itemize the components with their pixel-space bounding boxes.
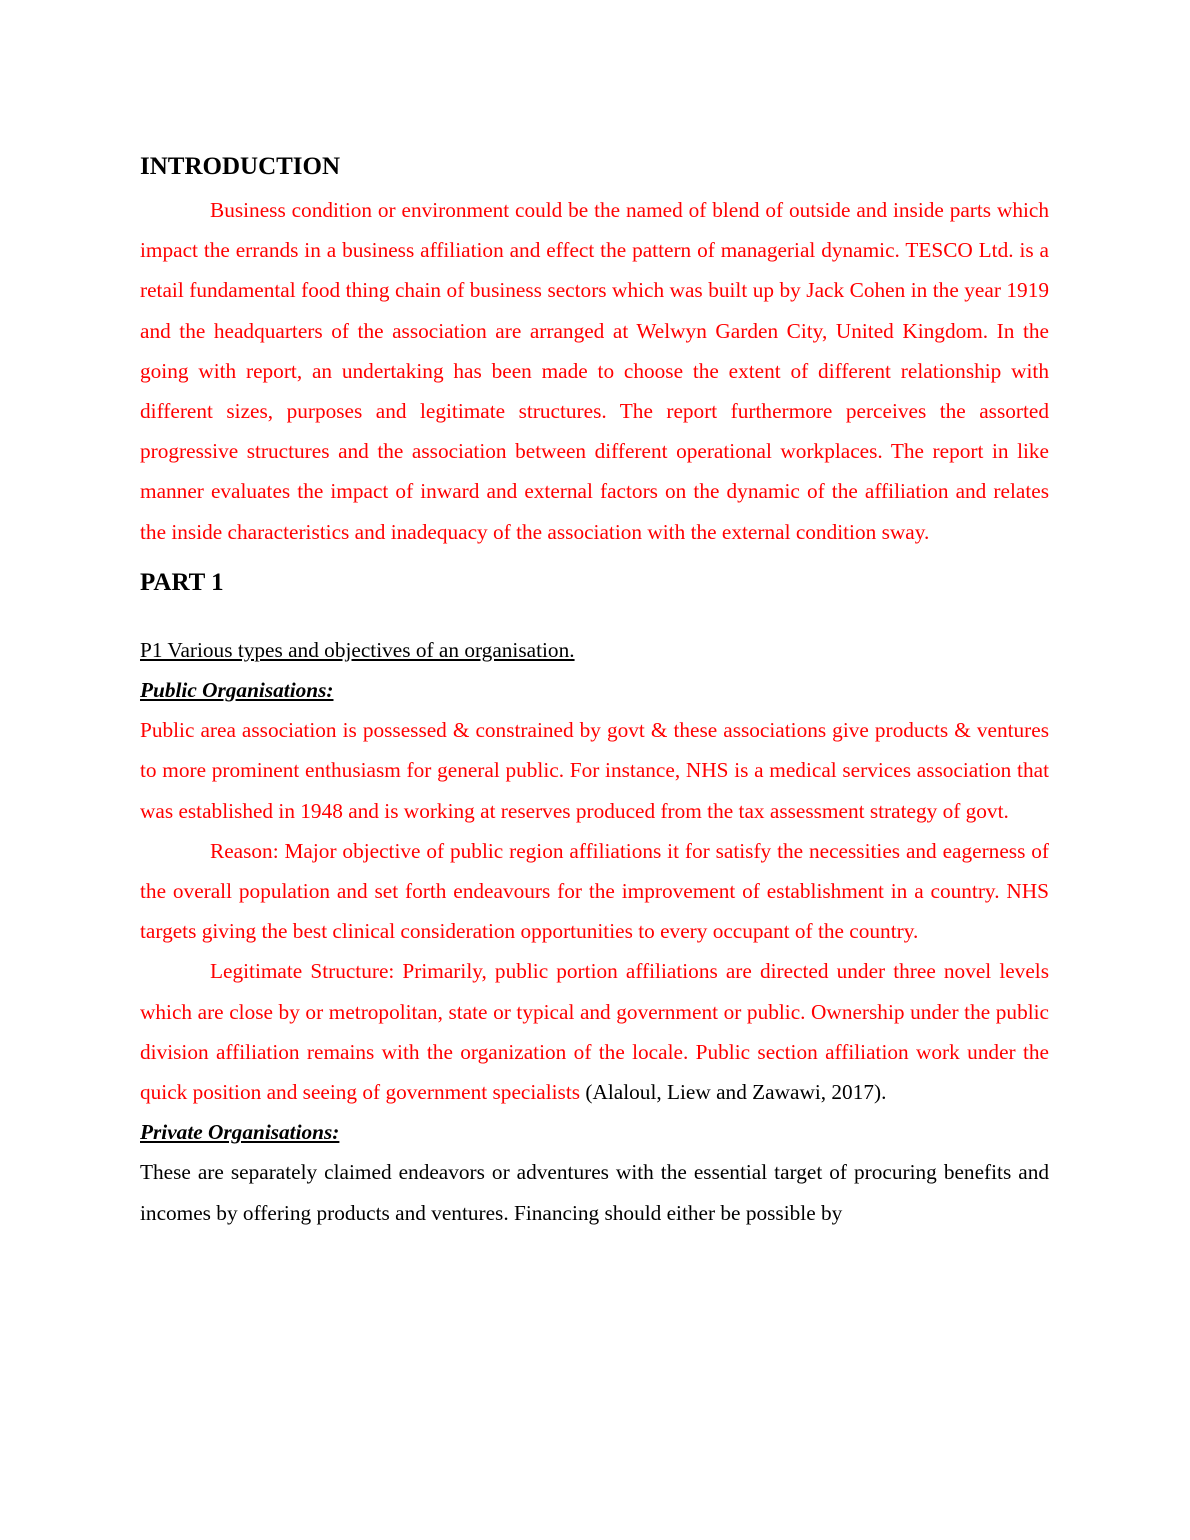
document-page [140, 150, 1049, 1233]
p1-title: P1 Various types and objectives of an organisation. [140, 637, 575, 662]
private-organisations-description: These are separately claimed endeavors or adventures with the essential target of procuring benefits and incomes by offering products and ventures. Financing should either be possible by [140, 1160, 1049, 1225]
public-organisations-legitimate-structure [140, 951, 1049, 1112]
introduction-paragraph: Business condition or environment could be the named of blend of outside and inside parts which impact the errands in a business affiliation and effect the pattern of managerial dynamic. TESCO Ltd. is a retail fundamental food thing chain of business sectors which was built up by Jack Cohen in the year 1919 and the headquarters of the association are arranged at Welwyn Garden City, United Kingdom. In the going with report, an undertaking has been made to choose the extent of different relationship with different sizes, purposes and legitimate structures. The report furthermore perceives the assorted progressive structures and the association between different operational workplaces. The report in like manner evaluates the impact of inward and external factors on the dynamic of the affiliation and relates the inside characteristics and inadequacy of the association with the external condition sway. [140, 198, 1049, 544]
public-organisations-description: Public area association is possessed & constrained by govt & these associations give products & ventures to more prominent enthusiasm for general public. For instance, NHS is a medical services association that was established in 1948 and is working at reserves produced from the tax assessment strategy of govt. [140, 718, 1049, 823]
part1-heading: PART 1 [140, 568, 224, 596]
citation: (Alaloul, Liew and Zawawi, 2017). [580, 1080, 887, 1105]
public-organisations-reason: Reason: Major objective of public region affiliations it for satisfy the necessities and eagerness of the overall population and set forth endeavours for the improvement of establishment in a country. NHS targets giving the best clinical consideration opportunities to every occupant of the country. [140, 838, 1049, 944]
legitimate-structure-text: Legitimate Structure: Primarily, public portion affiliations are directed under three novel levels which are close by or metropolitan, state or typical and government or public. Ownership under the public division affiliation remains with the organization of the locale. Public section affiliation work under the quick position and seeing of government specialists [140, 959, 1049, 1105]
introduction-heading: INTRODUCTION [140, 153, 341, 180]
private-organisations-title: Private Organisations: [140, 1120, 340, 1145]
public-organisations-title: Public Organisations: [140, 678, 334, 703]
